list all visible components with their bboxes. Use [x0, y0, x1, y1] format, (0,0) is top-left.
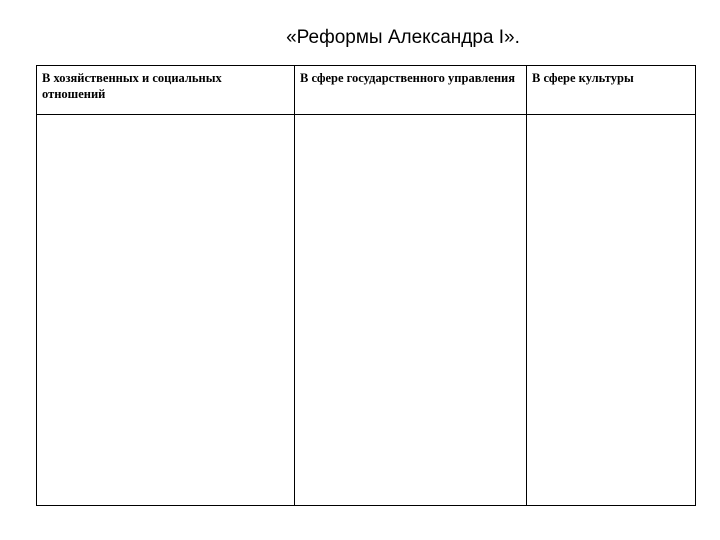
page-title: «Реформы Александра I». — [286, 27, 520, 48]
column-header-culture: В сфере культуры — [527, 66, 696, 115]
cell-culture — [527, 115, 696, 506]
cell-government — [295, 115, 527, 506]
table-row — [37, 115, 696, 506]
column-header-economy: В хозяйственных и социальных отношений — [37, 66, 295, 115]
column-header-government: В сфере государственного управления — [295, 66, 527, 115]
reforms-table — [36, 65, 696, 506]
cell-economy — [37, 115, 295, 506]
table-header-row — [37, 66, 696, 115]
